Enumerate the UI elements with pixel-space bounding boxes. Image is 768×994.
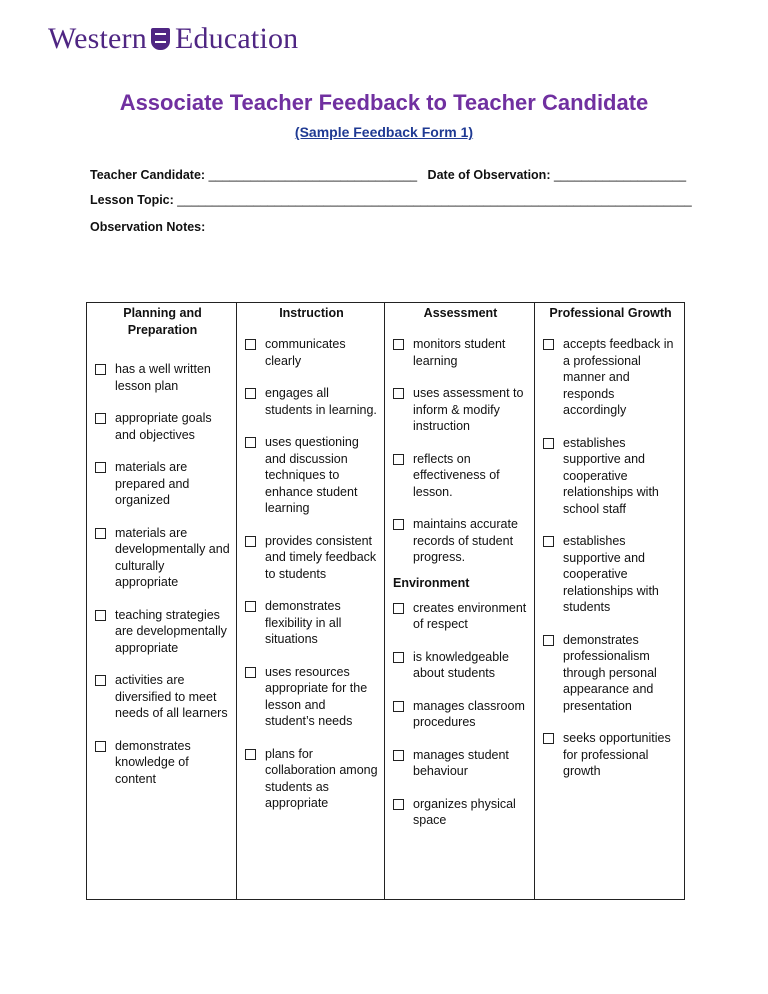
checklist-item[interactable]: uses questioning and discussion techniques to enhance student learning bbox=[245, 434, 378, 517]
professional-growth-heading: Professional Growth bbox=[549, 306, 672, 320]
checkbox-icon[interactable] bbox=[543, 635, 554, 646]
logo-education-text: Education bbox=[174, 22, 299, 55]
checkbox-icon[interactable] bbox=[245, 536, 256, 547]
checkbox-icon[interactable] bbox=[245, 339, 256, 350]
checkbox-icon[interactable] bbox=[95, 462, 106, 473]
checklist-item[interactable]: materials are developmentally and culturally appropriate bbox=[95, 525, 230, 591]
checklist-item[interactable]: demonstrates knowledge of content bbox=[95, 738, 230, 788]
shield-crest-icon bbox=[151, 28, 170, 50]
checklist-item[interactable]: activities are diversified to meet needs of all learners bbox=[95, 672, 230, 722]
form-subtitle: (Sample Feedback Form 1) bbox=[294, 124, 474, 140]
checkbox-icon[interactable] bbox=[543, 733, 554, 744]
checkbox-icon[interactable] bbox=[245, 749, 256, 760]
checklist-item[interactable]: engages all students in learning. bbox=[245, 385, 378, 418]
checkbox-icon[interactable] bbox=[393, 388, 404, 399]
checklist-item[interactable]: demonstrates professionalism through personal appearance and presentation bbox=[543, 632, 678, 715]
assessment-column bbox=[385, 303, 535, 900]
instruction-column bbox=[237, 303, 385, 900]
checklist-item[interactable]: monitors student learning bbox=[393, 336, 528, 369]
checklist-item[interactable]: uses assessment to inform & modify instruction bbox=[393, 385, 528, 435]
checklist-item[interactable]: manages student behaviour bbox=[393, 747, 528, 780]
checkbox-icon[interactable] bbox=[393, 701, 404, 712]
checklist-item[interactable]: accepts feedback in a professional manner and responds accordingly bbox=[543, 336, 678, 419]
date-of-observation-blank[interactable]: ___________________ bbox=[553, 168, 687, 182]
teacher-candidate-label: Teacher Candidate: bbox=[90, 168, 206, 182]
checkbox-icon[interactable] bbox=[95, 741, 106, 752]
checkbox-icon[interactable] bbox=[393, 454, 404, 465]
checklist-item[interactable]: provides consistent and timely feedback to students bbox=[245, 533, 378, 583]
lesson-topic-label: Lesson Topic: bbox=[90, 193, 174, 207]
lesson-topic-row bbox=[90, 193, 692, 207]
page-title: Associate Teacher Feedback to Teacher Candidate bbox=[119, 90, 649, 115]
checkbox-icon[interactable] bbox=[393, 652, 404, 663]
checklist-item[interactable]: creates environment of respect bbox=[393, 600, 528, 633]
lesson-topic-blank[interactable]: __________________________________________________________________________ bbox=[177, 193, 692, 207]
checklist-item[interactable]: communicates clearly bbox=[245, 336, 378, 369]
logo-western-text: Western bbox=[48, 22, 147, 55]
candidate-date-row: Teacher Candidate: ______________________________ Date of Observation: ___________________ bbox=[90, 168, 687, 182]
checklist-item[interactable]: manages classroom procedures bbox=[393, 698, 528, 731]
checkbox-icon[interactable] bbox=[245, 388, 256, 399]
checklist-item[interactable]: has a well written lesson plan bbox=[95, 361, 230, 394]
checkbox-icon[interactable] bbox=[245, 601, 256, 612]
checkbox-icon[interactable] bbox=[95, 364, 106, 375]
observation-notes-label: Observation Notes: bbox=[90, 220, 206, 234]
checklist-item[interactable]: appropriate goals and objectives bbox=[95, 410, 230, 443]
checkbox-icon[interactable] bbox=[543, 339, 554, 350]
checklist-item[interactable]: teaching strategies are developmentally appropriate bbox=[95, 607, 230, 657]
checklist-item[interactable]: reflects on effectiveness of lesson. bbox=[393, 451, 528, 501]
checkbox-icon[interactable] bbox=[95, 413, 106, 424]
checkbox-icon[interactable] bbox=[245, 667, 256, 678]
checkbox-icon[interactable] bbox=[95, 528, 106, 539]
environment-heading: Environment bbox=[393, 575, 470, 590]
checklist-item[interactable]: establishes supportive and cooperative relationships with students bbox=[543, 533, 678, 616]
checklist-item[interactable]: organizes physical space bbox=[393, 796, 528, 829]
checkbox-icon[interactable] bbox=[95, 610, 106, 621]
checkbox-icon[interactable] bbox=[393, 799, 404, 810]
checklist-item[interactable]: plans for collaboration among students as appropriate bbox=[245, 746, 378, 812]
checklist-item[interactable]: seeks opportunities for professional growth bbox=[543, 730, 678, 780]
checkbox-icon[interactable] bbox=[95, 675, 106, 686]
western-education-logo bbox=[48, 22, 298, 56]
checkbox-icon[interactable] bbox=[393, 750, 404, 761]
checkbox-icon[interactable] bbox=[245, 437, 256, 448]
checklist-item[interactable]: establishes supportive and cooperative relationships with school staff bbox=[543, 435, 678, 518]
checklist-item[interactable]: materials are prepared and organized bbox=[95, 459, 230, 509]
checkbox-icon[interactable] bbox=[393, 519, 404, 530]
checklist-item[interactable]: uses resources appropriate for the lesson and student’s needs bbox=[245, 664, 378, 730]
checkbox-icon[interactable] bbox=[543, 438, 554, 449]
checklist-item[interactable]: is knowledgeable about students bbox=[393, 649, 528, 682]
instruction-heading: Instruction bbox=[279, 306, 344, 320]
date-of-observation-label: Date of Observation bbox=[427, 168, 547, 182]
checkbox-icon[interactable] bbox=[393, 339, 404, 350]
checklist-item[interactable]: demonstrates flexibility in all situations bbox=[245, 598, 378, 648]
feedback-criteria-table bbox=[86, 302, 685, 900]
checkbox-icon[interactable] bbox=[543, 536, 554, 547]
checkbox-icon[interactable] bbox=[393, 603, 404, 614]
checklist-item[interactable]: maintains accurate records of student progress. bbox=[393, 516, 528, 566]
planning-heading: Planning and Preparation bbox=[123, 306, 202, 337]
professional-growth-column bbox=[535, 303, 685, 900]
assessment-heading: Assessment bbox=[423, 306, 498, 320]
teacher-candidate-blank[interactable]: ______________________________ bbox=[208, 168, 418, 182]
planning-column bbox=[87, 303, 237, 900]
